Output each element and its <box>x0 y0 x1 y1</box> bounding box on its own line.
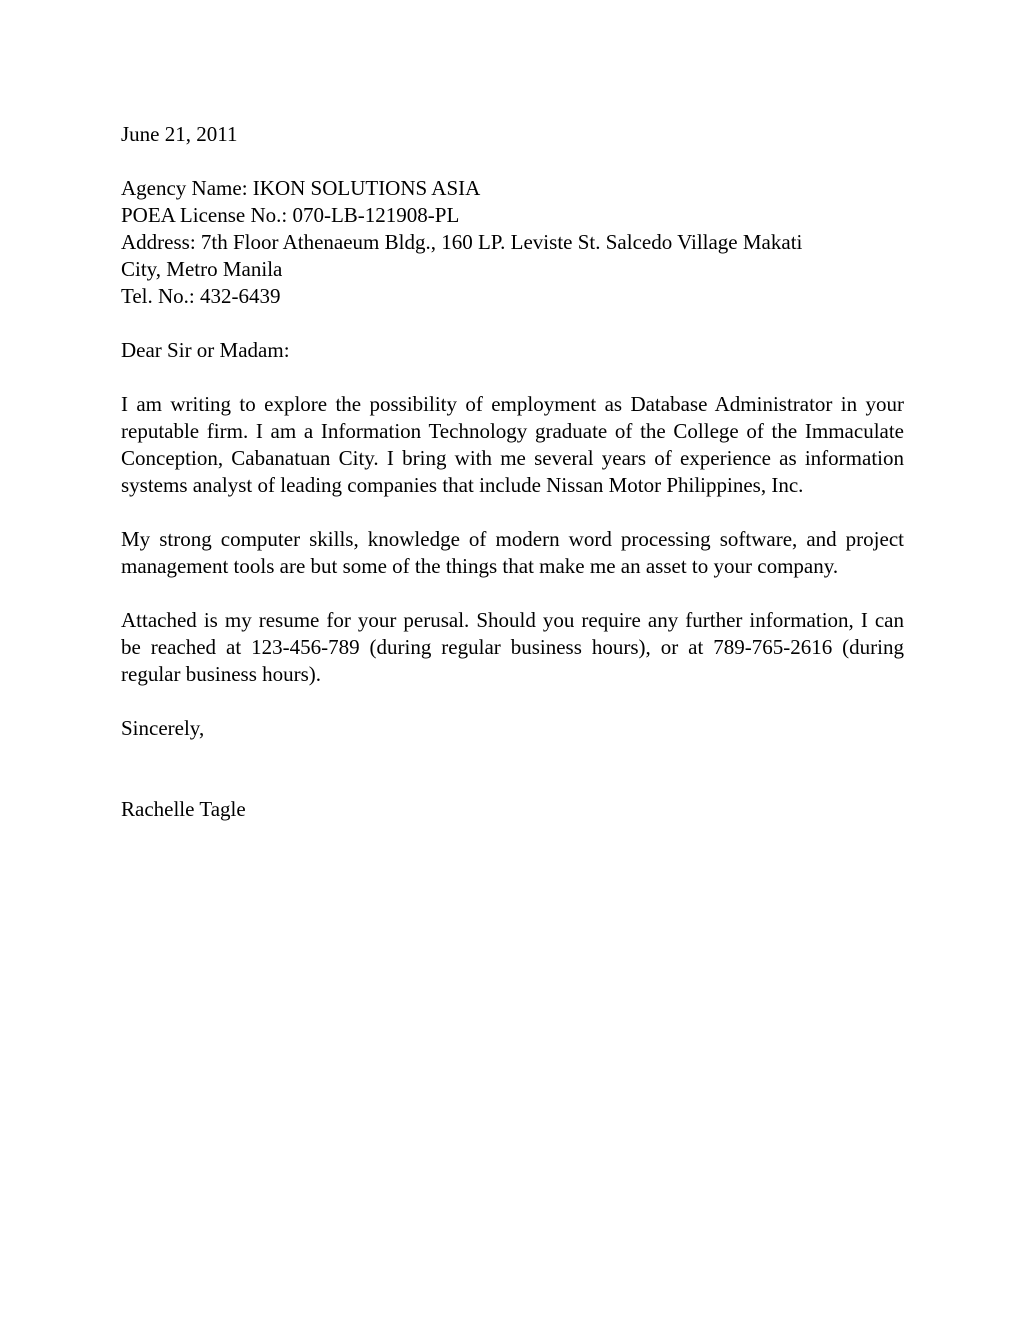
license-line: POEA License No.: 070-LB-121908-PL <box>121 203 460 227</box>
tel-line: Tel. No.: 432-6439 <box>121 284 281 308</box>
body-paragraph-skills: My strong computer skills, knowledge of modern word processing software, and project management tools are but some of the things that make me an asset to your company. <box>121 527 904 578</box>
salutation: Dear Sir or Madam: <box>121 338 290 362</box>
cover-letter <box>121 121 904 850</box>
letter-date: June 21, 2011 <box>121 122 238 146</box>
body-paragraph-intro: I am writing to explore the possibility of employment as Database Administrator in your reputable firm. I am a Information Technology graduate of the College of the Immaculate Conception, Cabanatuan City. I bring with me several years of experience as information systems analyst of leading companies that include Nissan Motor Philippines, Inc. <box>121 392 904 497</box>
body-paragraph-contact: Attached is my resume for your perusal. Should you require any further information, I can be reached at 123-456-789 (during regular business hours), or at 789-765-2616 (during regular business hours). <box>121 608 904 686</box>
signature-name: Rachelle Tagle <box>121 797 246 821</box>
recipient-block <box>121 175 904 310</box>
agency-name-line: Agency Name: IKON SOLUTIONS ASIA <box>121 176 481 200</box>
address-line-1: Address: 7th Floor Athenaeum Bldg., 160 LP. Leviste St. Salcedo Village Makati <box>121 230 803 254</box>
address-line-2: City, Metro Manila <box>121 257 283 281</box>
closing: Sincerely, <box>121 716 205 740</box>
